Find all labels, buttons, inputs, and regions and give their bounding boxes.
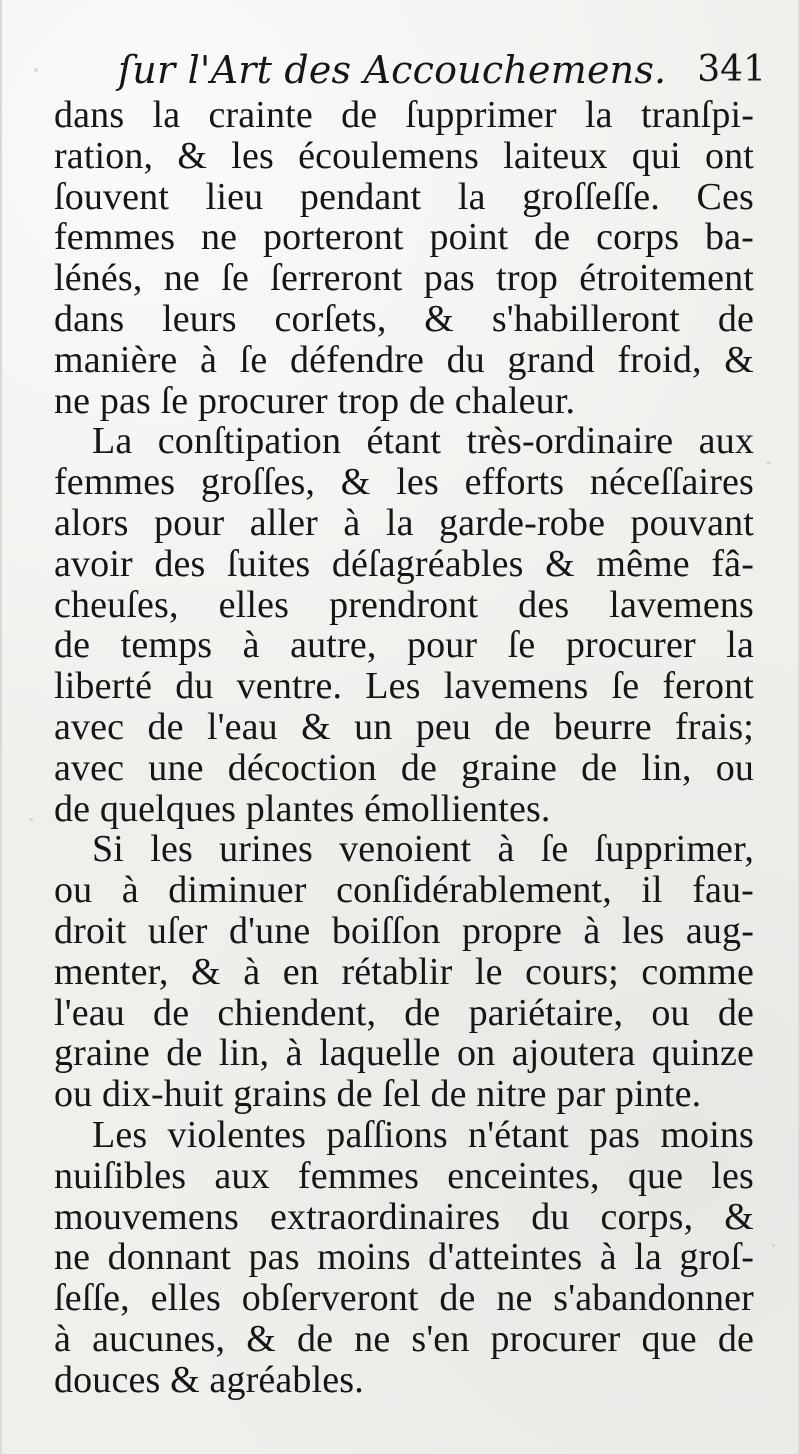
text-line: ne donnant pas moins d'atteintes à la groſ- (54, 1236, 754, 1279)
text-line: de quelques plantes émollientes. (54, 787, 551, 830)
text-line: menter, & à en rétablir le cours; comme (54, 950, 754, 993)
text-line: l'eau de chiendent, de pariétaire, ou de (54, 991, 754, 1034)
text-line: avec une décoction de graine de lin, ou (54, 746, 754, 789)
text-line: Si les urines venoient à ſe ſupprimer, (92, 828, 754, 871)
text-line: ſouvent lieu pendant la groſſeſſe. Ces (54, 175, 754, 218)
text-line: à aucunes, & de ne s'en procurer que de (54, 1317, 754, 1360)
paper-speck (34, 68, 38, 72)
text-line: de temps à autre, pour ſe procurer la (54, 624, 754, 667)
text-line: dans leurs corſets, & s'habilleront de (54, 297, 754, 340)
text-line: dans la crainte de ſupprimer la tranſpi- (54, 94, 754, 136)
text-line: femmes ne porteront point de corps ba- (54, 216, 754, 259)
running-title: ſur l'Art des Accouchemens. (118, 48, 667, 92)
paper-speck (766, 462, 771, 464)
paper-speck (29, 818, 33, 821)
text-line: La conſtipation étant très-ordinaire aux (92, 420, 754, 463)
text-line: alors pour aller à la garde-robe pouvant (54, 501, 754, 544)
text-line: manière à ſe défendre du grand froid, & (54, 338, 754, 381)
text-line: nuiſibles aux femmes enceintes, que les (54, 1154, 754, 1197)
text-line: avec de l'eau & un peu de beurre frais; (54, 705, 754, 748)
text-line: ſeſſe, elles obſerveront de ne s'abandonner (54, 1277, 754, 1320)
text-line: ou à diminuer conſidérablement, il fau- (54, 869, 754, 912)
text-line: graine de lin, à laquelle on ajoutera quinze (54, 1032, 754, 1075)
page-number: 341 (697, 49, 766, 90)
text-line: avoir des ſuites déſagréables & même fâ- (54, 542, 754, 585)
text-line: droit uſer d'une boiſſon propre à les aug- (54, 909, 754, 952)
text-line: cheuſes, elles prendront des lavemens (54, 583, 754, 626)
text-line: Les violentes paſſions n'étant pas moins (92, 1113, 754, 1156)
text-line: douces & agréables. (54, 1358, 364, 1401)
text-line: mouvemens extraordinaires du corps, & (54, 1195, 754, 1238)
text-line: ne pas ſe procurer trop de chaleur. (54, 379, 576, 422)
body-text (54, 95, 754, 1401)
paper-speck (772, 1244, 775, 1247)
text-line: femmes groſſes, & les efforts néceſſaires (54, 461, 754, 504)
text-line: liberté du ventre. Les lavemens ſe feront (54, 665, 754, 708)
text-line: ou dix-huit grains de ſel de nitre par pinte. (54, 1073, 702, 1116)
text-line: ration, & les écoulemens laiteux qui ont (54, 134, 754, 177)
text-line: lénés, ne ſe ſerreront pas trop étroitement (54, 257, 754, 300)
